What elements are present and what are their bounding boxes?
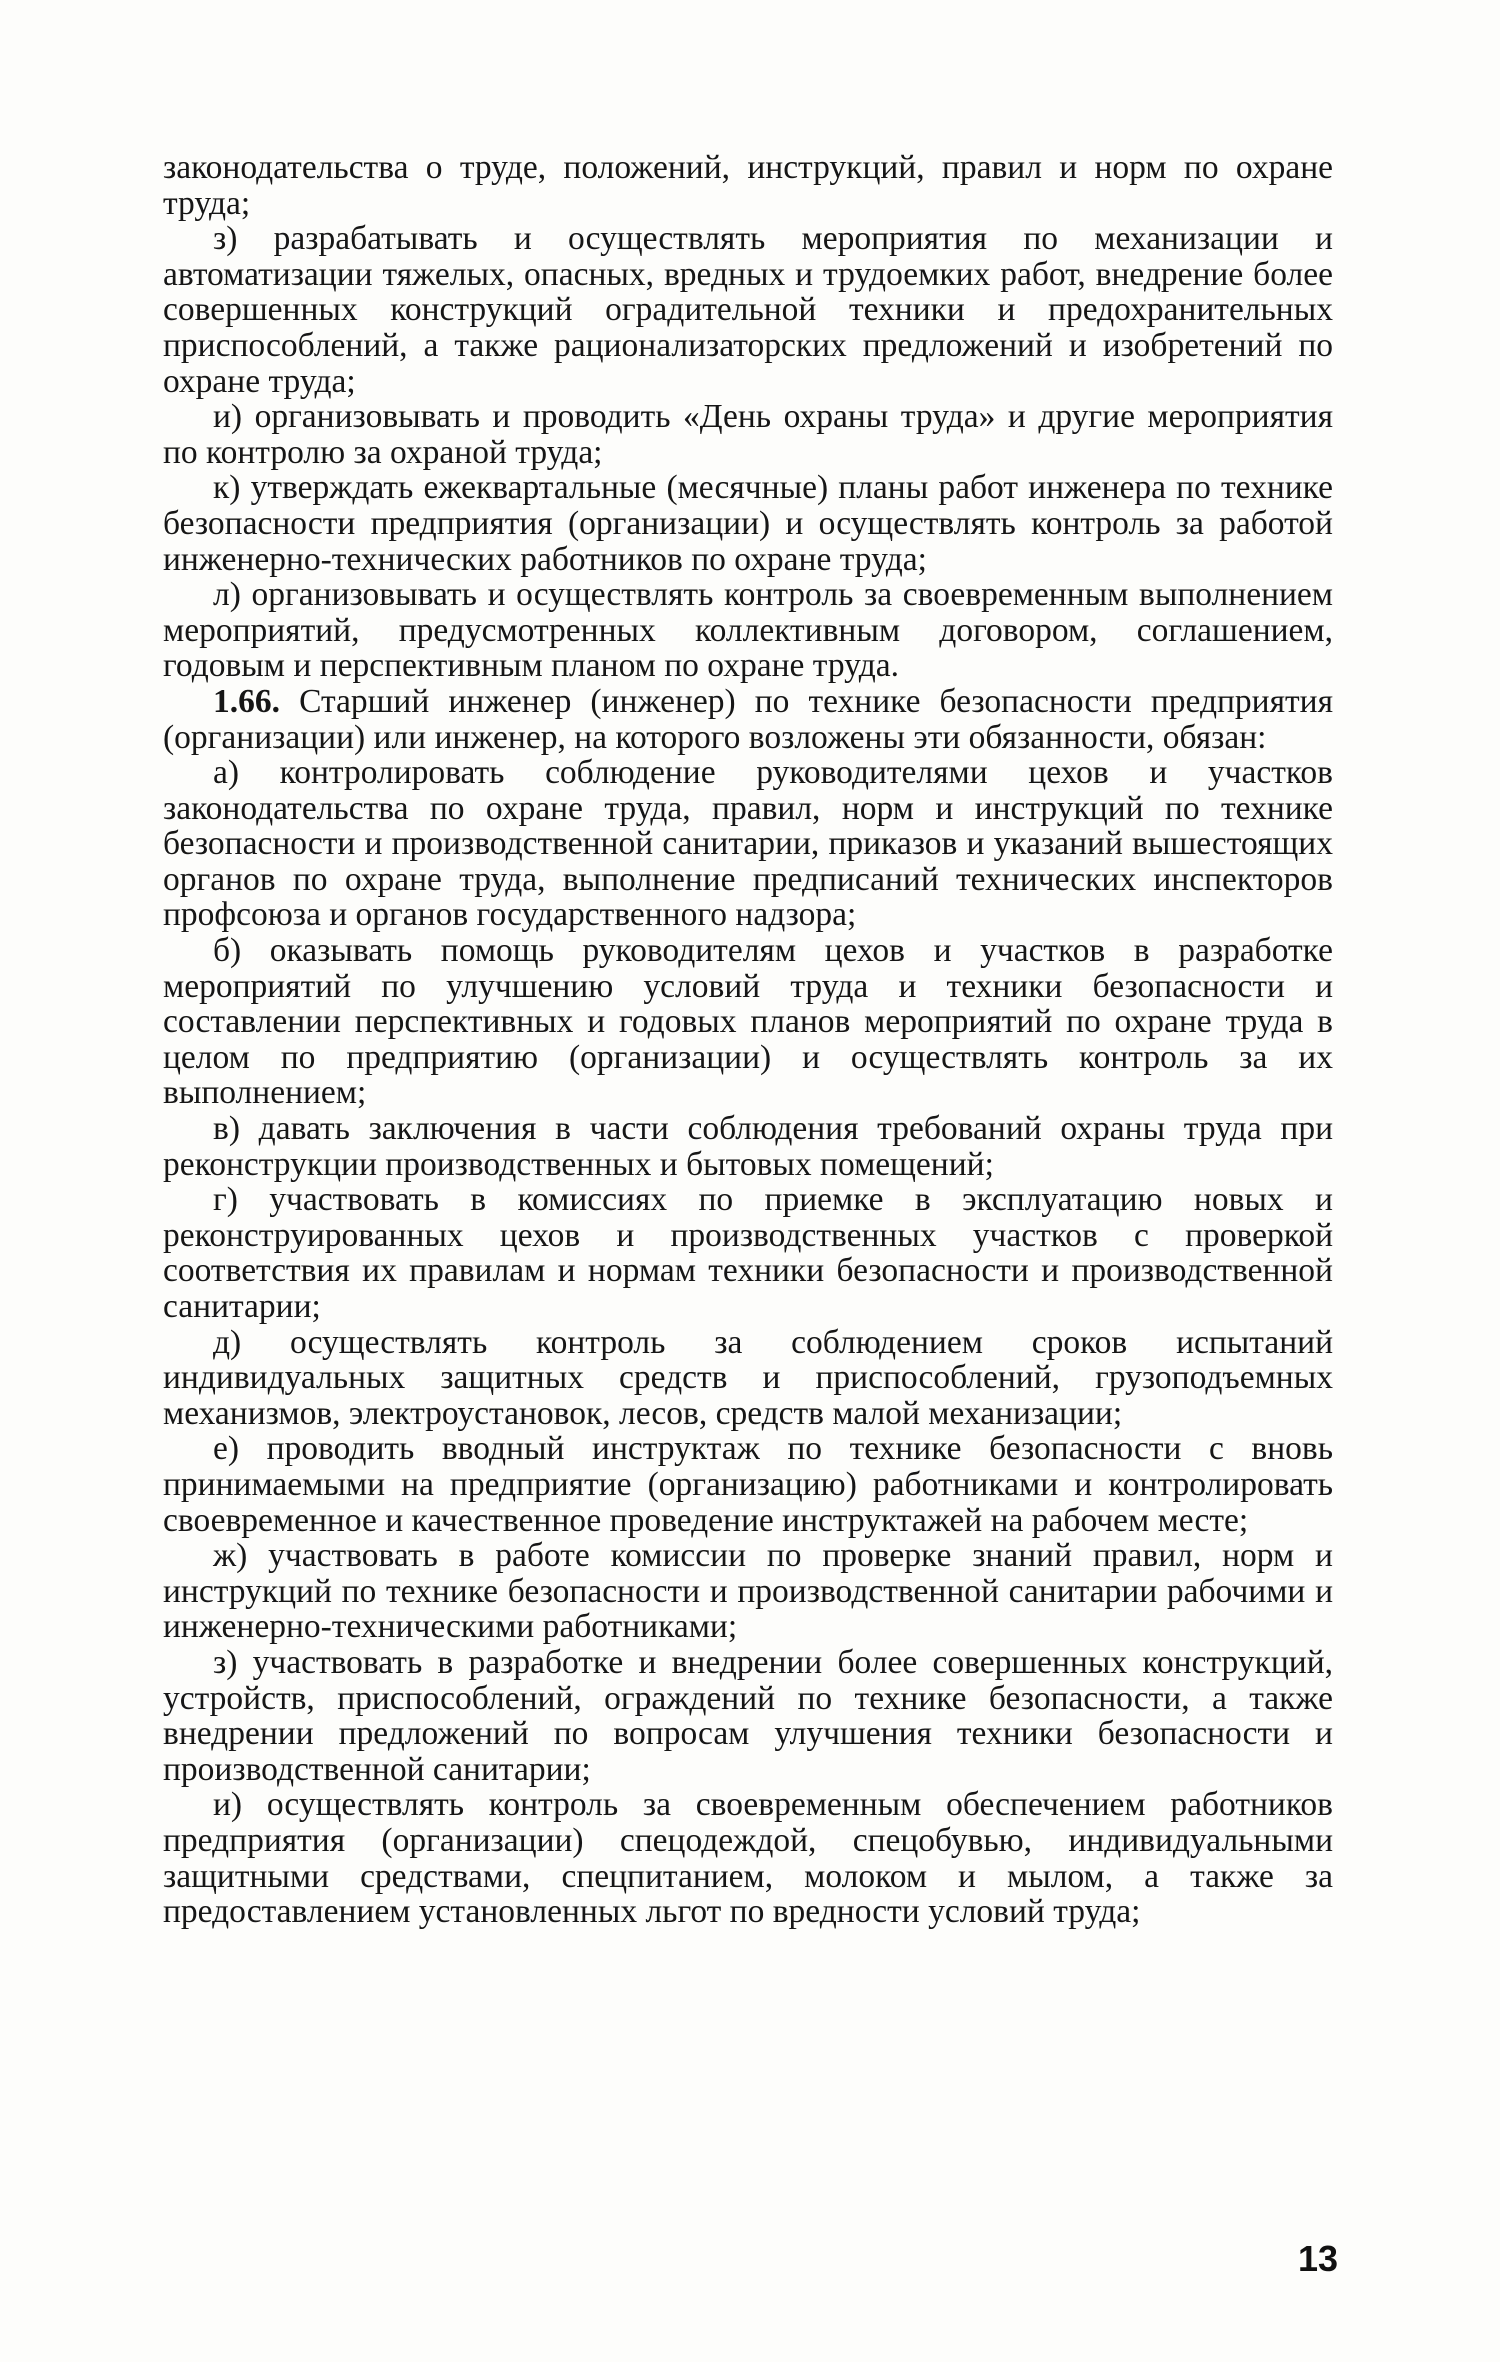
list-item: ж) участвовать в работе комиссии по проверке знаний правил, норм и инструкций по технике безопасности и производственной санитарии рабочими и инженерно-техническими работниками; [163, 1537, 1333, 1646]
list-item: г) участвовать в комиссиях по приемке в эксплуатацию новых и реконструированных цехов и производственных участков с проверкой соответствия их правилам и нормам техники безопасности и производственной санитарии; [163, 1181, 1333, 1325]
page-number: 13 [1297, 2238, 1338, 2279]
body-text [163, 150, 1333, 1930]
section-number: 1.66. [213, 682, 280, 720]
list-item: а) контролировать соблюдение руководителями цехов и участков законодательства по охране труда, правил, норм и инструкций по технике безопасности и производственной санитарии, приказов и указаний вышестоящих органов по охране труда, выполнение предписаний технических инспекторов профсоюза и органов государственного надзора; [163, 754, 1333, 934]
list-item-z: з) разрабатывать и осуществлять мероприятия по механизации и автоматизации тяжелых, опасных, вредных и трудоемких работ, внедрение более совершенных конструкций оградительной техники и предохранительных приспособлений, а также рационализаторских предложений и изобретений по охране труда; [163, 220, 1333, 400]
paragraph-continuation: законодательства о труде, положений, инструкций, правил и норм по охране труда; [163, 149, 1333, 222]
list-item-i: и) организовывать и проводить «День охраны труда» и другие мероприятия по контролю за охраной труда; [163, 398, 1333, 471]
list-item: д) осуществлять контроль за соблюдением сроков испытаний индивидуальных защитных средств и приспособлений, грузоподъемных механизмов, электроустановок, лесов, средств малой механизации; [163, 1323, 1333, 1432]
list-item: и) осуществлять контроль за своевременным обеспечением работников предприятия (организации) спецодеждой, спецобувью, индивидуальными защитными средствами, спецпитанием, молоком и мылом, а также за предоставлением установленных льгот по вредности условий труда; [163, 1786, 1333, 1931]
list-item-k: к) утверждать ежеквартальные (месячные) планы работ инженера по технике безопасности предприятия (организации) и осуществлять контроль за работой инженерно-технических работников по охране труда; [163, 469, 1333, 578]
section-1-66 [163, 684, 1333, 755]
list-item: в) давать заключения в части соблюдения требований охраны труда при реконструкции производственных и бытовых помещений; [163, 1110, 1333, 1183]
section-text: Старший инженер (инженер) по технике безопасности предприятия (организации) или инженер, на которого возложены эти обязанности, обязан: [163, 682, 1333, 756]
list-item: е) проводить вводный инструктаж по технике безопасности с вновь принимаемыми на предприятие (организацию) работниками и контролировать своевременное и качественное проведение инструктажей на рабочем месте; [163, 1430, 1333, 1539]
list-item: з) участвовать в разработке и внедрении более совершенных конструкций, устройств, приспособлений, ограждений по технике безопасности, а также внедрении предложений по вопросам улучшения техники безопасности и производственной санитарии; [163, 1643, 1333, 1788]
list-item-l: л) организовывать и осуществлять контроль за своевременным выполнением мероприятий, предусмотренных коллективным договором, соглашением, годовым и перспективным планом по охране труда. [163, 576, 1333, 685]
list-item: б) оказывать помощь руководителям цехов и участков в разработке мероприятий по улучшению условий труда и техники безопасности и составлении перспективных и годовых планов мероприятий по охране труда в целом по предприятию (организации) и осуществлять контроль за их выполнением; [163, 932, 1333, 1112]
